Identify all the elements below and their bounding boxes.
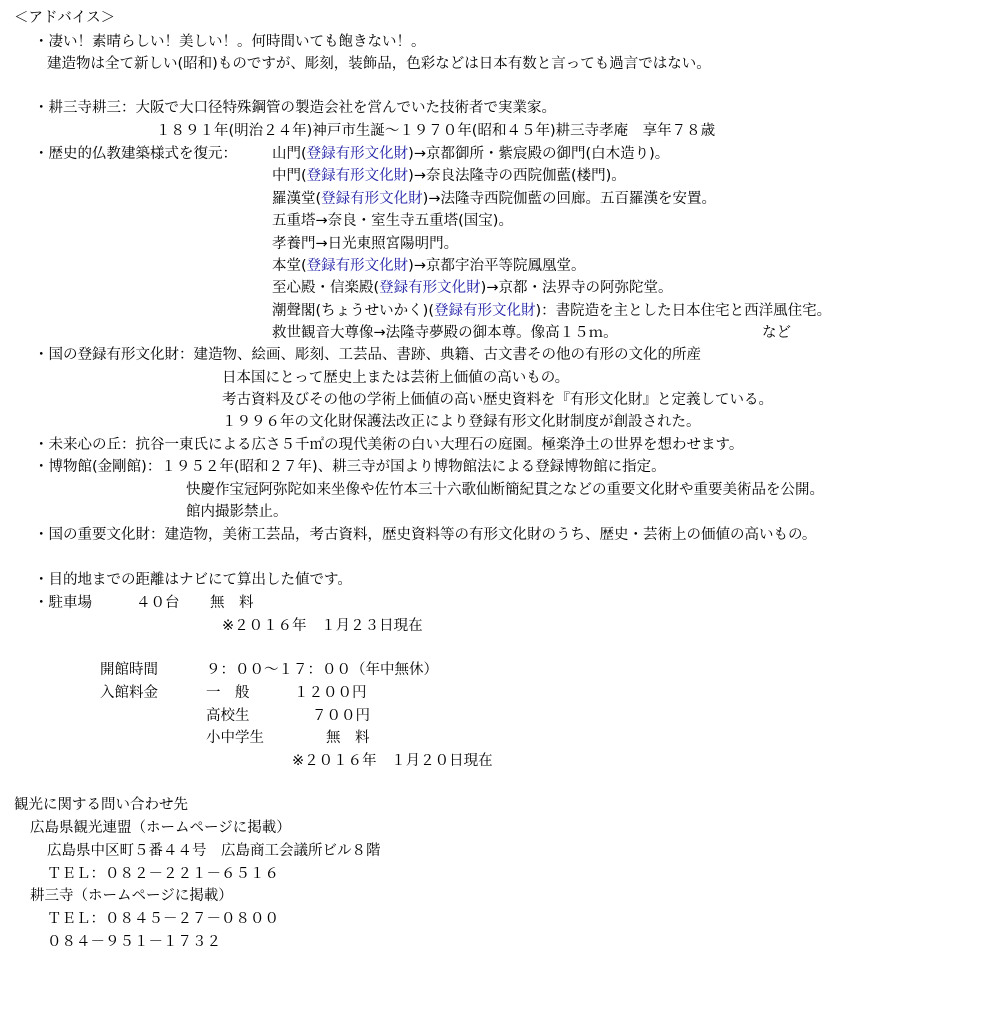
registered-def-line3: 考古資料及びその他の学術上価値の高い歴史資料を『有形文化財』と定義している。: [222, 392, 773, 408]
contact-org2-tel2: ０８４－９５１－１７３２: [47, 934, 221, 950]
advice-intro-line2: 建造物は全て新しい(昭和)ものですが、彫刻，装飾品，色彩などは日本有数と言っても過言ではない。: [47, 56, 711, 72]
hours-label: 開館時間: [100, 662, 158, 678]
building-description: →法隆寺西院伽藍の回廊。五百羅漢を安置。: [428, 191, 716, 207]
admission-highschool: 高校生: [206, 708, 250, 724]
building-name: 本堂: [272, 258, 301, 274]
building-name: 救世観音大尊像: [272, 325, 374, 341]
paren-open: (: [301, 258, 307, 274]
paren-close: ): [480, 280, 487, 296]
contact-org2-tel1: ＴＥＬ：０８４５－２７－０８００: [47, 911, 279, 927]
building-name: 山門: [272, 146, 301, 162]
building-item: [272, 304, 831, 319]
paren-open: (: [373, 280, 380, 296]
page-heading: ＜アドバイス＞: [14, 10, 116, 26]
building-item: [272, 214, 513, 229]
admission-asof: ※２０１６年 １月２０日現在: [292, 753, 493, 769]
admission-child-price: 無 料: [326, 730, 370, 746]
building-description: →奈良法隆寺の西院伽藍(楼門)。: [413, 168, 626, 184]
building-description: →京都御所・紫宸殿の御門(白木造り)。: [413, 146, 670, 162]
museum-line1: ・博物館(金剛館)：１９５２年(昭和２７年)、耕三寺が国より博物館法による登録博物館に指定。: [34, 459, 666, 475]
parking-asof: ※２０１６年 １月２３日現在: [222, 618, 423, 634]
registered-def-line4: １９９６年の文化財保護法改正により登録有形文化財制度が創設された。: [222, 414, 701, 430]
admission-highschool-price: ７００円: [312, 708, 370, 724]
building-name: 五重塔: [272, 213, 316, 229]
building-item: [272, 326, 618, 341]
building-item: [272, 259, 586, 274]
contacts-heading: 観光に関する問い合わせ先: [14, 797, 188, 813]
founder-line1: ・耕三寺耕三：大阪で大口径特殊鋼管の製造会社を営んでいた技術者で実業家。: [34, 100, 556, 116]
building-item: [272, 169, 626, 184]
advice-intro-line1: ・凄い！素晴らしい！美しい！。何時間いても飽きない！。: [34, 34, 426, 50]
building-name: 至心殿・信楽殿: [272, 280, 374, 296]
building-name: 羅漢堂: [272, 191, 316, 207]
paren-open: (: [315, 191, 322, 207]
paren-close: ): [535, 303, 542, 319]
building-description: →京都宇治平等院鳳凰堂。: [413, 258, 586, 274]
building-name: 潮聲閣(ちょうせいかく): [272, 303, 429, 319]
building-description: ：書院造を主とした日本住宅と西洋風住宅。: [541, 303, 832, 319]
building-description: →京都・法界寺の阿弥陀堂。: [486, 280, 673, 296]
parking-fee: 無 料: [210, 595, 254, 611]
hill-description: ・未来心の丘：抗谷一東氏による広さ５千㎡の現代美術の白い大理石の庭園。極楽浄土の世界を想わせます。: [34, 437, 744, 453]
buildings-label: ・歴史的仏教建築様式を復元：: [34, 146, 237, 162]
registered-def-line2: 日本国にとって歴史上または芸術上価値の高いもの。: [222, 370, 570, 386]
registered-def-line1: ・国の登録有形文化財：建造物、絵画、彫刻、工芸品、書跡、典籍、古文書その他の有形の文化的所産: [34, 347, 701, 363]
museum-line3: 館内撮影禁止。: [186, 504, 288, 520]
registered-tag: 登録有形文化財: [434, 303, 536, 319]
founder-line2: １８９１年(明治２４年)神戸市生誕～１９７０年(昭和４５年)耕三寺孝庵 享年７８歳: [156, 123, 716, 139]
contact-org1-tel: ＴＥＬ：０８２－２２１－６５１６: [47, 866, 279, 882]
building-item: [272, 237, 458, 252]
admission-adult: 一 般: [206, 685, 250, 701]
contact-org1-address: 広島県中区町５番４４号 広島商工会議所ビル８階: [47, 843, 381, 859]
hours-value: ９：００～１７：００（年中無休）: [206, 662, 438, 678]
paren-close: ): [408, 258, 414, 274]
building-item: [272, 281, 673, 296]
building-name: 孝養門: [272, 236, 316, 252]
contact-org2-name: 耕三寺（ホームページに掲載）: [30, 888, 233, 904]
museum-line2: 快慶作宝冠阿弥陀如来坐像や佐竹本三十六歌仙断簡紀貫之などの重要文化財や重要美術品を公開。: [186, 482, 824, 498]
admission-child: 小中学生: [206, 730, 264, 746]
building-description: →奈良・室生寺五重塔(国宝)。: [315, 213, 513, 229]
parking-label: ・駐車場: [34, 595, 92, 611]
distance-note: ・目的地までの距離はナビにて算出した値です。: [34, 572, 352, 588]
paren-open: (: [301, 146, 307, 162]
registered-tag: 登録有形文化財: [321, 191, 423, 207]
building-item: [272, 192, 716, 207]
important-property: ・国の重要文化財：建造物，美術工芸品，考古資料，歴史資料等の有形文化財のうち、歴史・芸術上の価値の高いもの。: [34, 527, 817, 543]
registered-tag: 登録有形文化財: [306, 146, 409, 162]
registered-tag: 登録有形文化財: [379, 280, 481, 296]
registered-tag: 登録有形文化財: [306, 168, 409, 184]
paren-close: ): [408, 146, 414, 162]
paren-open: (: [301, 168, 307, 184]
admission-adult-price: １２００円: [294, 685, 367, 701]
building-description: →日光東照宮陽明門。: [315, 236, 459, 252]
admission-label: 入館料金: [100, 685, 158, 701]
registered-tag: 登録有形文化財: [306, 258, 409, 274]
paren-close: ): [422, 191, 429, 207]
paren-open: (: [428, 303, 434, 319]
building-etc: など: [762, 325, 791, 341]
contact-org1-name: 広島県観光連盟（ホームページに掲載）: [30, 820, 291, 836]
building-item: [272, 147, 669, 162]
building-name: 中門: [272, 168, 301, 184]
building-description: →法隆寺夢殿の御本尊。像高１５ｍ。: [373, 325, 618, 341]
paren-close: ): [408, 168, 414, 184]
parking-count: ４０台: [136, 595, 180, 611]
